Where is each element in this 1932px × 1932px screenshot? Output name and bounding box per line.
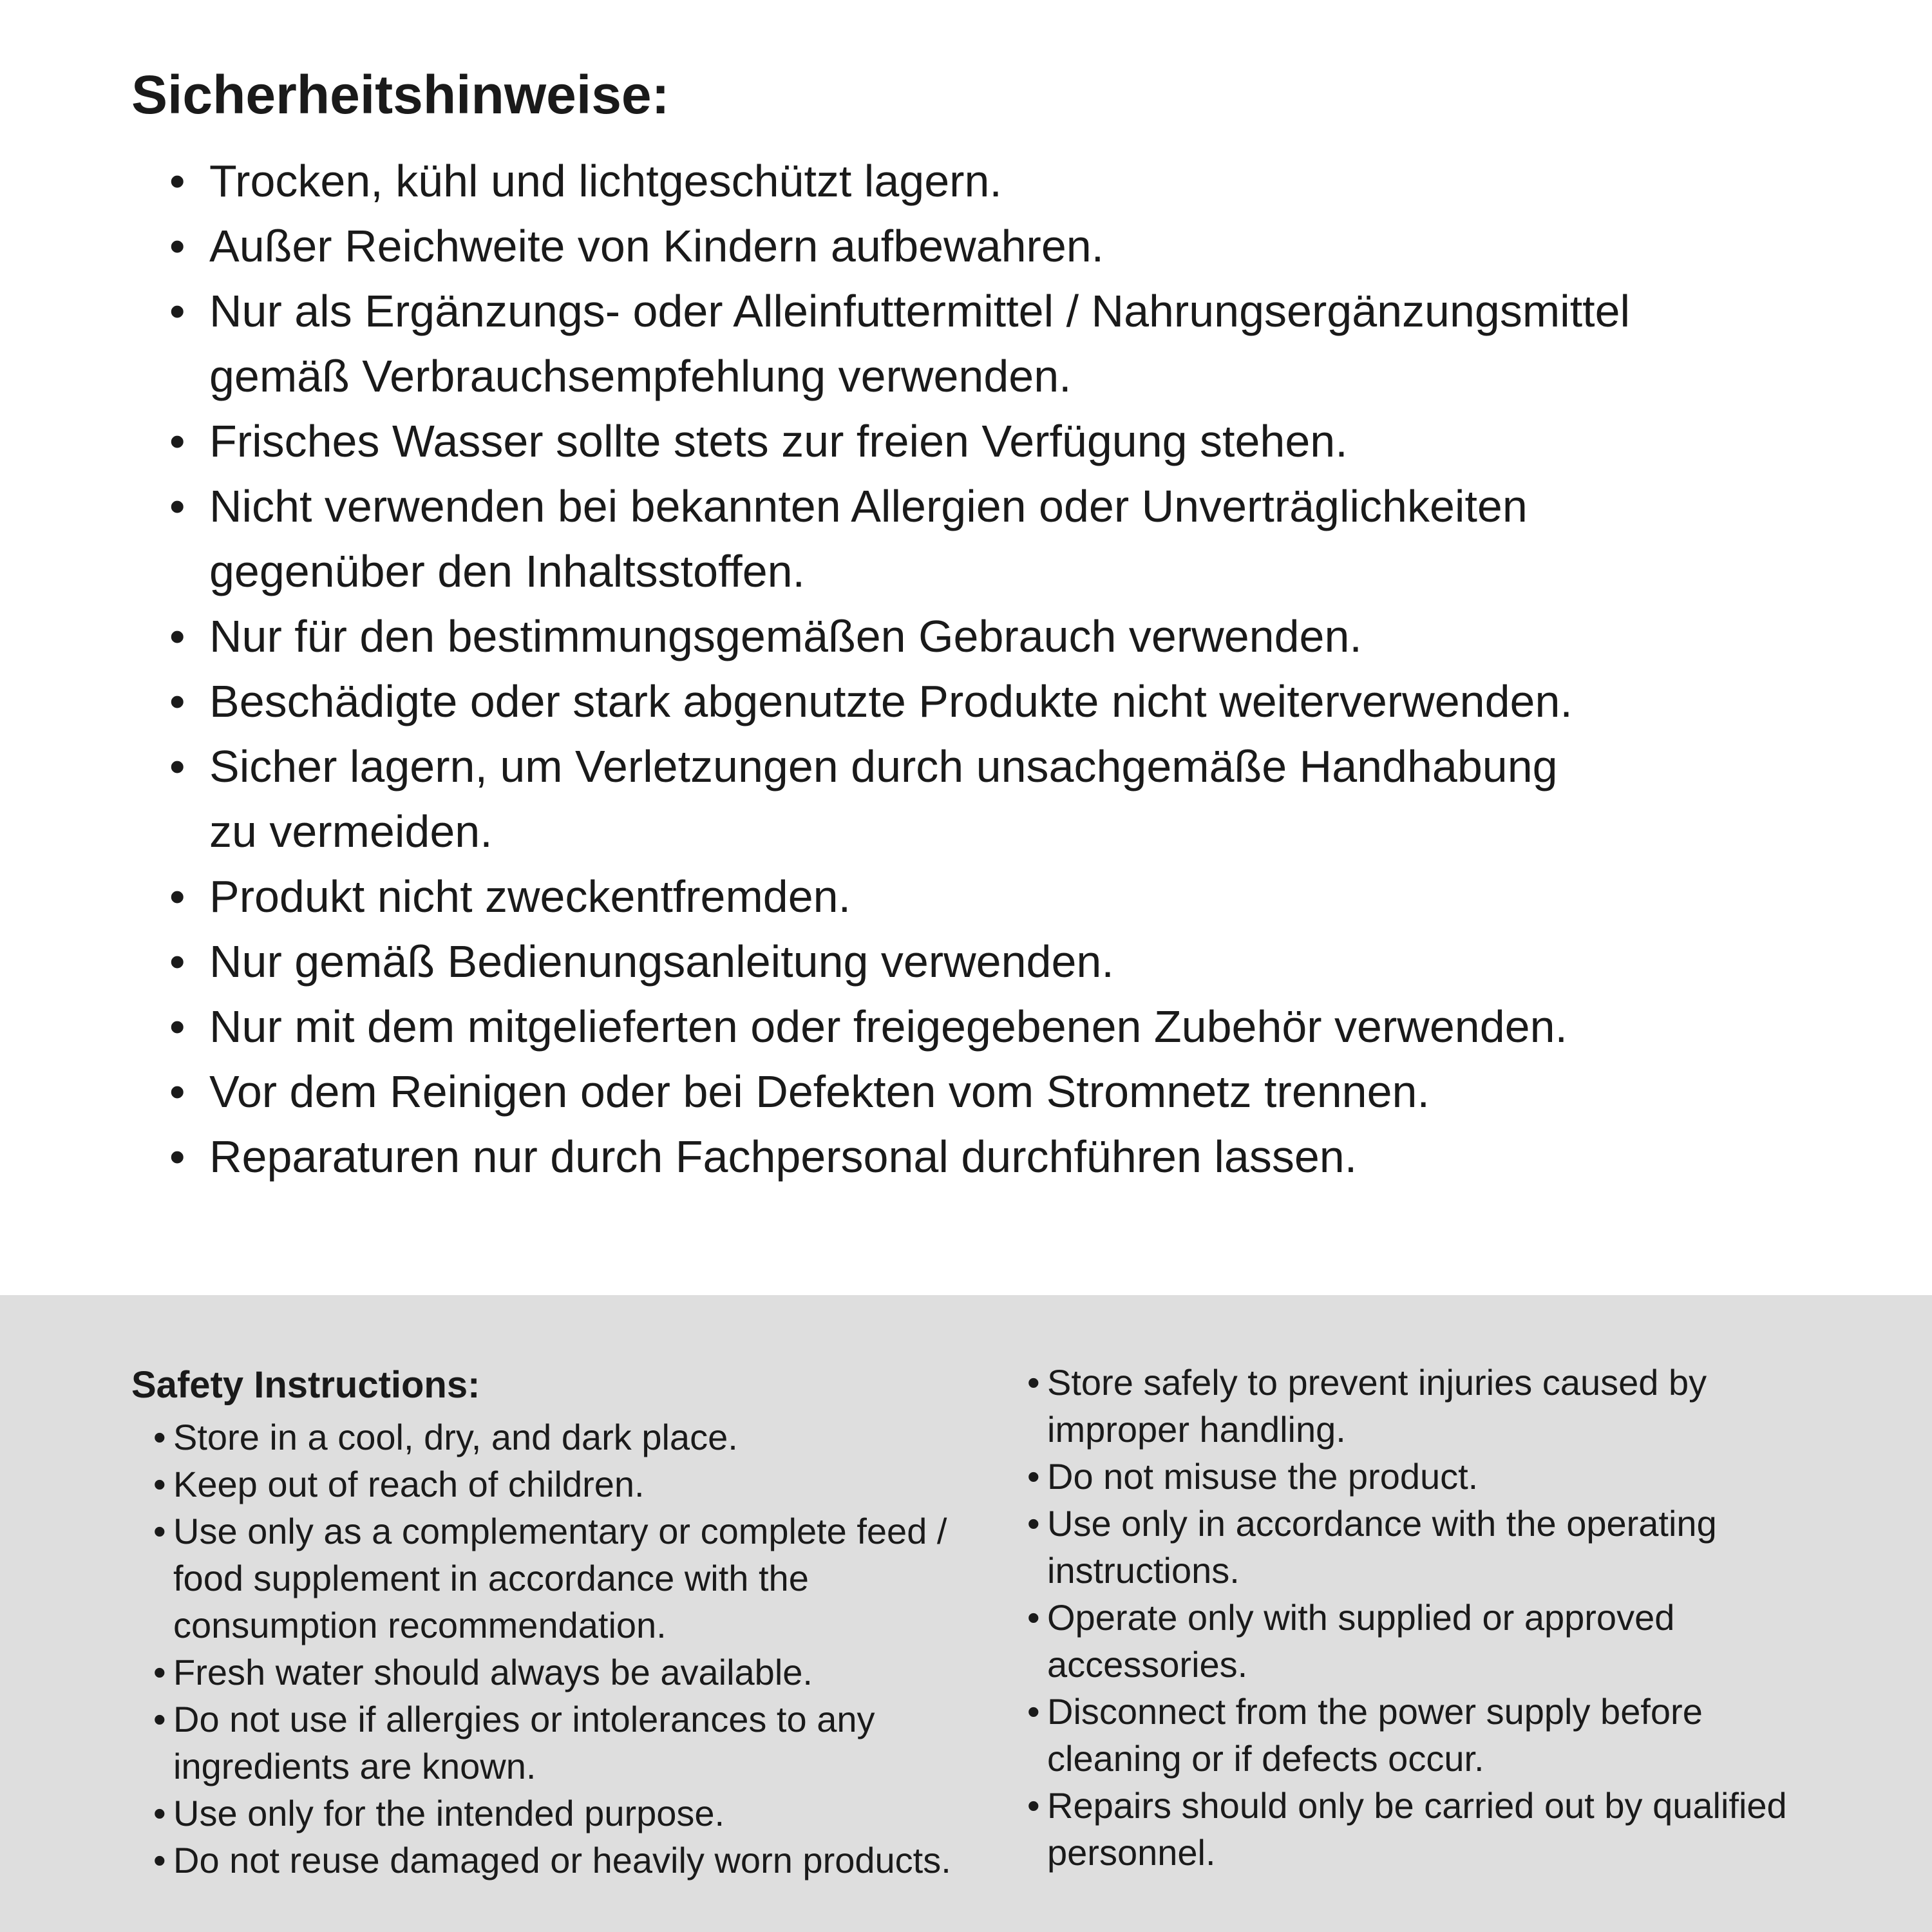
list-item-text: improper handling.: [1047, 1409, 1346, 1450]
bullet-icon: •: [169, 416, 185, 466]
list-item-text: accessories.: [1047, 1644, 1248, 1685]
list-item: [1027, 1359, 1787, 1406]
list-item-text: ingredients are known.: [173, 1746, 536, 1786]
bullet-icon: •: [169, 611, 185, 661]
bullet-icon: •: [169, 1001, 185, 1052]
list-item-text: Store in a cool, dry, and dark place.: [173, 1417, 738, 1457]
list-item-continuation: [169, 799, 1630, 864]
bullet-icon: •: [153, 1511, 166, 1551]
list-item: [153, 1414, 951, 1461]
bullet-icon: •: [1027, 1785, 1040, 1826]
list-item-continuation: [1027, 1735, 1787, 1782]
list-item-text: Disconnect from the power supply before: [1047, 1691, 1703, 1732]
bullet-icon: •: [1027, 1503, 1040, 1544]
list-item-text: gegenüber den Inhaltsstoffen.: [209, 546, 806, 596]
list-item-continuation: [1027, 1547, 1787, 1594]
list-item: [169, 669, 1630, 734]
list-item-text: Reparaturen nur durch Fachpersonal durchführen lassen.: [209, 1132, 1358, 1182]
bullet-icon: •: [169, 1132, 185, 1182]
english-safety-list-left-column: [153, 1414, 951, 1884]
list-item-continuation: [1027, 1406, 1787, 1453]
list-item-text: Use only for the intended purpose.: [173, 1793, 725, 1833]
bullet-icon: •: [153, 1417, 166, 1457]
list-item-text: food supplement in accordance with the: [173, 1558, 809, 1598]
list-item: [153, 1837, 951, 1884]
list-item-continuation: [169, 344, 1630, 409]
list-item-text: cleaning or if defects occur.: [1047, 1738, 1484, 1779]
list-item-text: Nur gemäß Bedienungsanleitung verwenden.: [209, 936, 1114, 987]
list-item: [169, 474, 1630, 539]
list-item-text: Außer Reichweite von Kindern aufbewahren.: [209, 221, 1104, 271]
list-item: [169, 864, 1630, 929]
list-item-text: Use only as a complementary or complete feed /: [173, 1511, 947, 1551]
bullet-icon: •: [169, 156, 185, 206]
list-item-text: Use only in accordance with the operating: [1047, 1503, 1717, 1544]
list-item-text: Nur als Ergänzungs- oder Alleinfuttermittel / Nahrungsergänzungsmittel: [209, 286, 1631, 336]
bullet-icon: •: [1027, 1597, 1040, 1638]
list-item-text: Produkt nicht zweckentfremden.: [209, 871, 851, 922]
list-item: [153, 1461, 951, 1508]
list-item: [169, 214, 1630, 279]
list-item-text: Do not misuse the product.: [1047, 1456, 1479, 1497]
bullet-icon: •: [153, 1793, 166, 1833]
list-item: [169, 929, 1630, 994]
bullet-icon: •: [153, 1652, 166, 1692]
german-safety-list: [169, 149, 1630, 1189]
list-item-text: Do not reuse damaged or heavily worn products.: [173, 1840, 951, 1880]
list-item-text: Fresh water should always be available.: [173, 1652, 813, 1692]
bullet-icon: •: [153, 1840, 166, 1880]
bullet-icon: •: [1027, 1456, 1040, 1497]
bullet-icon: •: [169, 221, 185, 271]
list-item-continuation: [153, 1602, 951, 1649]
bullet-icon: •: [169, 871, 185, 922]
english-safety-panel: [0, 1295, 1932, 1932]
list-item-text: Trocken, kühl und lichtgeschützt lagern.: [209, 156, 1002, 206]
english-heading: Safety Instructions:: [131, 1364, 480, 1406]
list-item-text: instructions.: [1047, 1550, 1240, 1591]
list-item: [1027, 1688, 1787, 1735]
german-heading: Sicherheitshinweise:: [131, 64, 670, 125]
list-item-text: zu vermeiden.: [209, 806, 493, 857]
english-safety-list-right-column: [1027, 1359, 1787, 1876]
list-item: [1027, 1594, 1787, 1641]
list-item-text: consumption recommendation.: [173, 1605, 667, 1645]
list-item-text: Operate only with supplied or approved: [1047, 1597, 1675, 1638]
list-item: [169, 604, 1630, 669]
bullet-icon: •: [169, 481, 185, 531]
bullet-icon: •: [169, 741, 185, 791]
list-item-text: Beschädigte oder stark abgenutzte Produkte nicht weiterverwenden.: [209, 676, 1573, 726]
list-item: [1027, 1453, 1787, 1500]
list-item-continuation: [169, 539, 1630, 604]
bullet-icon: •: [1027, 1691, 1040, 1732]
list-item-text: Frisches Wasser sollte stets zur freien Verfügung stehen.: [209, 416, 1348, 466]
list-item-text: Nicht verwenden bei bekannten Allergien oder Unverträglichkeiten: [209, 481, 1528, 531]
list-item-text: Do not use if allergies or intolerances to any: [173, 1699, 875, 1739]
list-item: [169, 734, 1630, 799]
list-item: [1027, 1782, 1787, 1829]
bullet-icon: •: [169, 936, 185, 987]
bullet-icon: •: [169, 676, 185, 726]
bullet-icon: •: [1027, 1362, 1040, 1403]
list-item: [153, 1508, 951, 1555]
list-item: [153, 1696, 951, 1743]
list-item: [169, 279, 1630, 344]
list-item: [169, 994, 1630, 1059]
list-item: [169, 1059, 1630, 1124]
list-item-text: gemäß Verbrauchsempfehlung verwenden.: [209, 351, 1072, 401]
list-item: [169, 1124, 1630, 1189]
list-item: [153, 1790, 951, 1837]
list-item-text: Keep out of reach of children.: [173, 1464, 645, 1504]
list-item: [153, 1649, 951, 1696]
bullet-icon: •: [169, 1066, 185, 1117]
list-item-continuation: [1027, 1829, 1787, 1876]
bullet-icon: •: [169, 286, 185, 336]
list-item-continuation: [153, 1743, 951, 1790]
list-item-text: Repairs should only be carried out by qualified: [1047, 1785, 1787, 1826]
bullet-icon: •: [153, 1464, 166, 1504]
list-item-text: personnel.: [1047, 1832, 1216, 1873]
list-item-text: Sicher lagern, um Verletzungen durch unsachgemäße Handhabung: [209, 741, 1558, 791]
list-item-text: Nur für den bestimmungsgemäßen Gebrauch verwenden.: [209, 611, 1362, 661]
list-item-text: Nur mit dem mitgelieferten oder freigegebenen Zubehör verwenden.: [209, 1001, 1567, 1052]
list-item-continuation: [1027, 1641, 1787, 1688]
list-item-continuation: [153, 1555, 951, 1602]
list-item-text: Store safely to prevent injuries caused by: [1047, 1362, 1707, 1403]
list-item: [169, 409, 1630, 474]
list-item-text: Vor dem Reinigen oder bei Defekten vom Stromnetz trennen.: [209, 1066, 1430, 1117]
bullet-icon: •: [153, 1699, 166, 1739]
list-item: [1027, 1500, 1787, 1547]
list-item: [169, 149, 1630, 214]
